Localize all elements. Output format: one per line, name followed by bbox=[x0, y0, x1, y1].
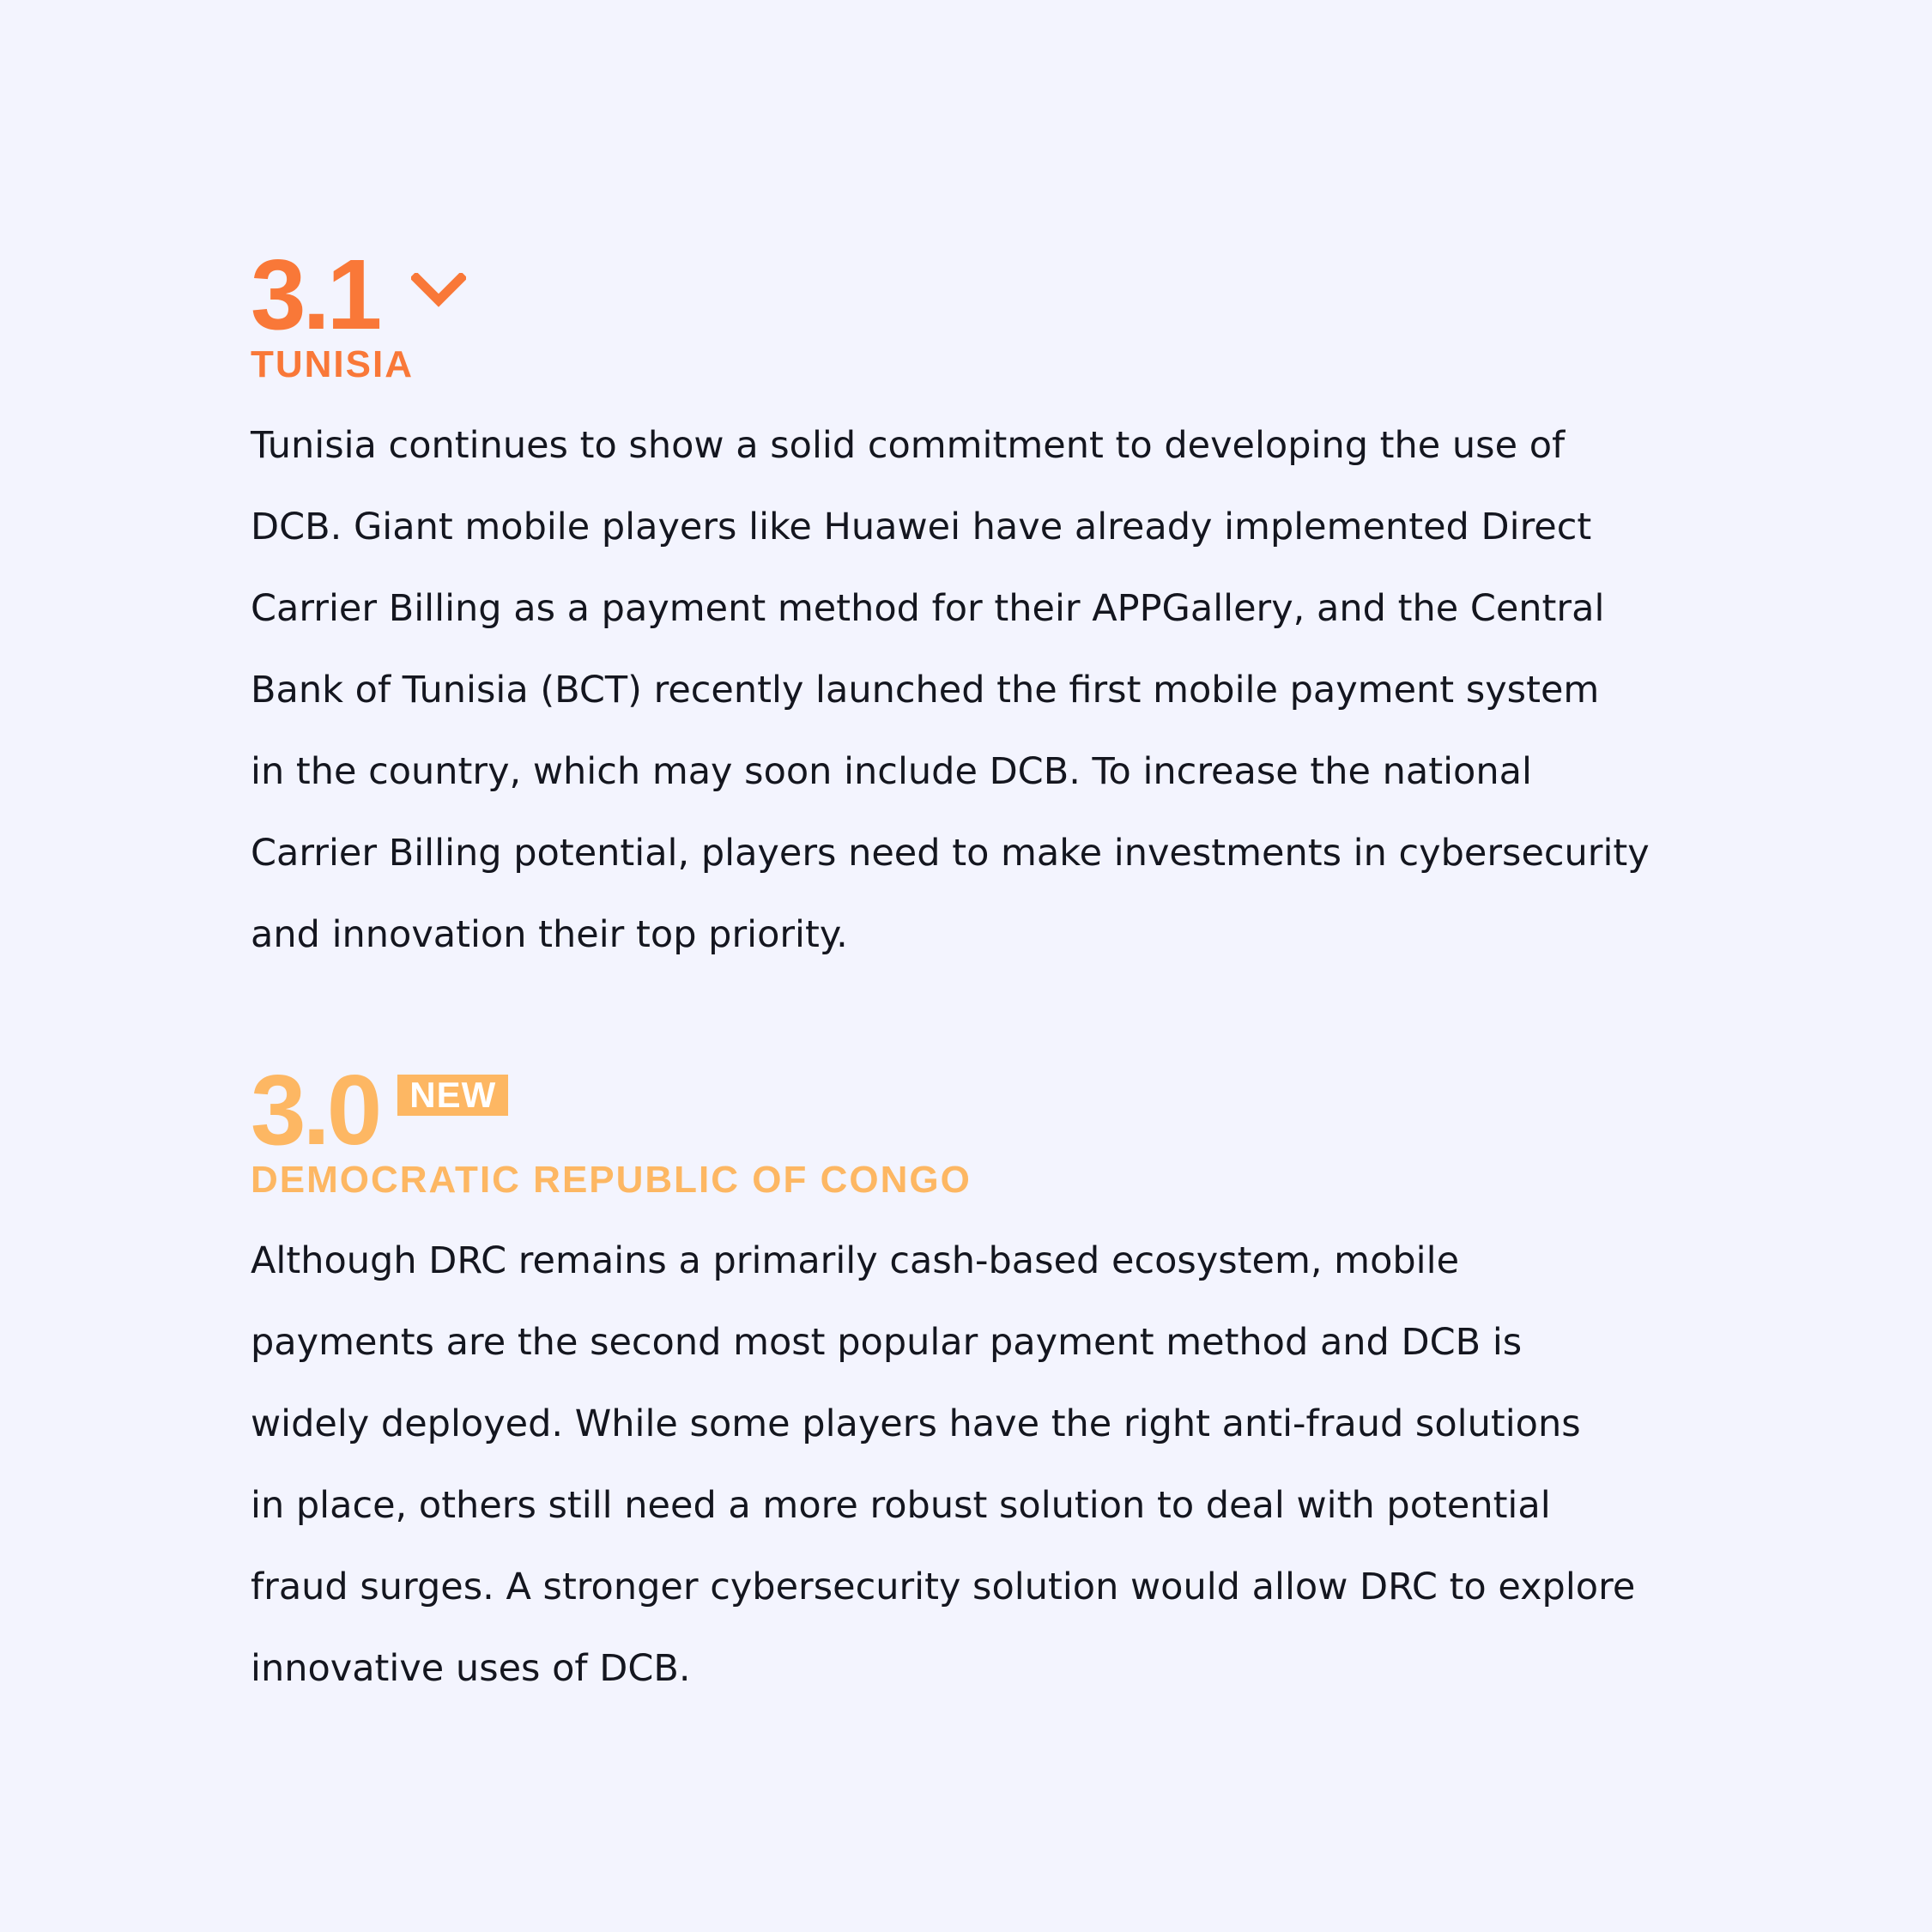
country-description bbox=[251, 405, 1710, 976]
country-section-drc bbox=[251, 1054, 1710, 1710]
description-line: DCB. Giant mobile players like Huawei have already implemented Direct bbox=[251, 506, 1592, 548]
description-line: in place, others still need a more robust solution to deal with potential bbox=[251, 1484, 1551, 1527]
country-name: DEMOCRATIC REPUBLIC OF CONGO bbox=[251, 1159, 972, 1201]
new-badge: NEW bbox=[397, 1075, 508, 1116]
description-line: Bank of Tunisia (BCT) recently launched the first mobile payment system bbox=[251, 669, 1600, 712]
country-section-tunisia bbox=[251, 239, 1710, 976]
score-row bbox=[251, 239, 1710, 350]
score-row bbox=[251, 1054, 1710, 1166]
description-line: Although DRC remains a primarily cash-based ecosystem, mobile bbox=[251, 1239, 1460, 1282]
description-line: Carrier Billing potential, players need to make investments in cybersecurity bbox=[251, 832, 1650, 875]
description-line: widely deployed. While some players have the right anti-fraud solutions bbox=[251, 1402, 1581, 1445]
score-value: 3.1 bbox=[251, 239, 379, 350]
description-line: fraud surges. A stronger cybersecurity solution would allow DRC to explore bbox=[251, 1566, 1636, 1608]
description-line: innovative uses of DCB. bbox=[251, 1647, 691, 1690]
chevron-down-icon bbox=[411, 273, 466, 307]
description-line: Tunisia continues to show a solid commitment to developing the use of bbox=[251, 424, 1566, 467]
description-line: Carrier Billing as a payment method for their APPGallery, and the Central bbox=[251, 587, 1605, 630]
description-line: payments are the second most popular payment method and DCB is bbox=[251, 1321, 1523, 1364]
description-line: and innovation their top priority. bbox=[251, 913, 848, 956]
country-name: TUNISIA bbox=[251, 343, 414, 385]
description-line: in the country, which may soon include DCB. To increase the national bbox=[251, 750, 1532, 793]
score-value: 3.0 bbox=[251, 1054, 379, 1166]
country-description bbox=[251, 1220, 1710, 1710]
